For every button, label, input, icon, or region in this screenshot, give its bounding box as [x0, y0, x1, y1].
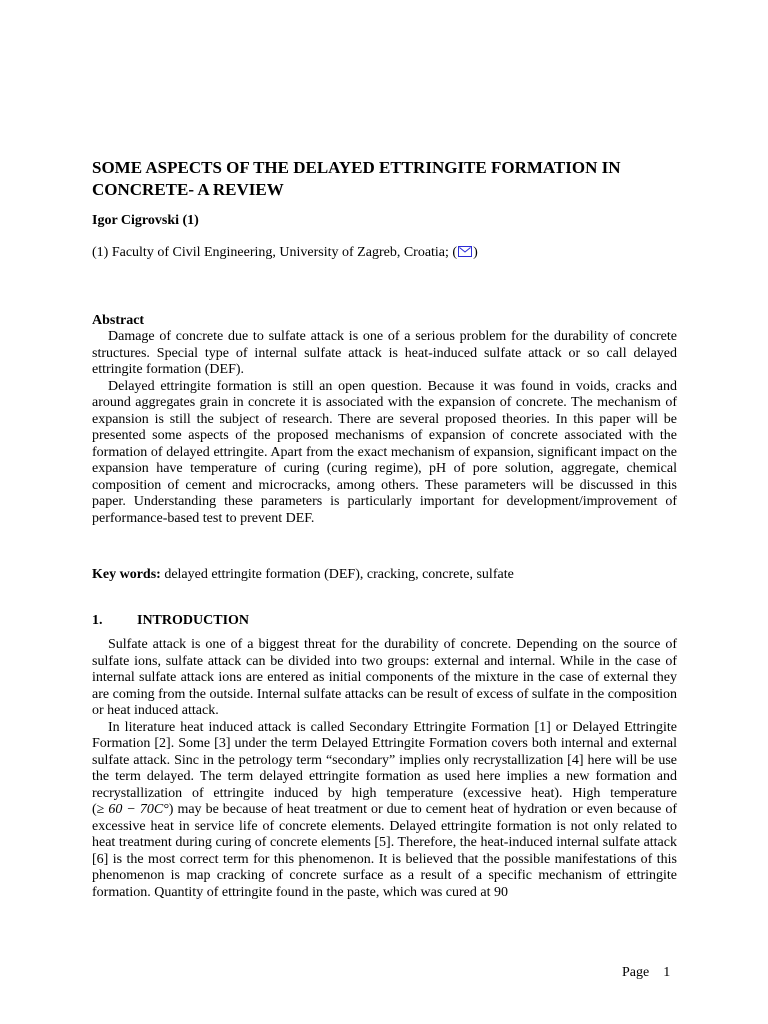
intro-paragraph-2 — [92, 720, 677, 902]
page-number: 1 — [663, 965, 671, 980]
affiliation-close: ) — [473, 245, 478, 260]
keywords-line — [92, 566, 514, 583]
intro-paragraph-2-part-2: ) may be because of heat treatment or due to cement heat of hydration or even because of excessive heat in service life of concrete elements. Delayed ettringite formation is not only related to heat treatment during curing of concrete elements [5]. Therefore, the heat-induced internal sulfate attack [6] is the most correct term for this phenomenon. It is believed that the possible manifestations of this phenomenon is map cracking of concrete surface as a result of a specific mechanism of ettringite formation. Quantity of ettringite found in the paste, which was cured at 90 — [92, 802, 677, 900]
affiliation-text: (1) Faculty of Civil Engineering, University of Zagreb, Croatia; ( — [92, 245, 458, 260]
mail-icon[interactable] — [458, 246, 472, 257]
abstract-heading: Abstract — [92, 313, 145, 328]
abstract-paragraph-1: Damage of concrete due to sulfate attack is one of a serious problem for the durability of concrete structures. Special type of internal sulfate attack is heat-induced sulfate attack or so call delayed ettringite formation (DEF). — [92, 329, 677, 377]
author-name: Igor Cigrovski (1) — [92, 213, 199, 228]
section-title: INTRODUCTION — [137, 613, 250, 628]
keywords-text: delayed ettringite formation (DEF), cracking, concrete, sulfate — [160, 567, 514, 582]
paper-title: SOME ASPECTS OF THE DELAYED ETTRINGITE FORMATION IN CONCRETE- A REVIEW — [92, 158, 621, 199]
intro-paragraph-1: Sulfate attack is one of a biggest threat for the durability of concrete. Depending on the source of sulfate ions, sulfate attack can be divided into two groups: external and internal. While in the case of internal sulfate attack ions are entered as initial components of the mixture in the case of external they are coming from the outside. Internal sulfate attacks can be result of excess of sulfate in the composition or heat induced attack. — [92, 637, 677, 718]
section-heading-introduction — [92, 612, 249, 629]
introduction-section — [92, 637, 677, 901]
abstract-section — [92, 312, 677, 527]
affiliation — [92, 244, 478, 262]
section-number: 1. — [92, 613, 103, 628]
abstract-paragraph-2: Delayed ettringite formation is still an open question. Because it was found in voids, cracks and around aggregates grain in concrete it is associated with the expansion of concrete. The mechanism of expansion is still the subject of research. There are several proposed theories. In this paper will be presented some aspects of the proposed mechanisms of expansion of concrete associated with the formation of delayed ettringite. Apart from the exact mechanism of expansion, significant impact on the expansion have temperature of curing (curing regime), pH of pore solution, aggregate, chemical composition of cement and microcracks, among others. These parameters will be discussed in this paper. Understanding these parameters is particularly important for development/improvement of performance-based test to prevent DEF. — [92, 378, 677, 526]
page-footer — [622, 964, 670, 981]
intro-paragraph-2-part-1: In literature heat induced attack is called Secondary Ettringite Formation [1] or Delayed Ettringite Formation [2]. Some [3] under the term Delayed Ettringite Formation covers both internal and external sulfate attack. Sinc in the petrology term “secondary” implies only recrystallization [4] here will be use the term delayed. The term delayed ettringite formation as used here implies a new formation and recrystallization of ettringite induced by high temperature (excessive heat). High temperature ( — [92, 719, 677, 817]
keywords-label: Key words: — [92, 567, 161, 582]
paper-page — [92, 0, 677, 1024]
temperature-expression: ≥ 60 − 70C° — [96, 802, 169, 817]
page-label: Page — [622, 965, 650, 980]
